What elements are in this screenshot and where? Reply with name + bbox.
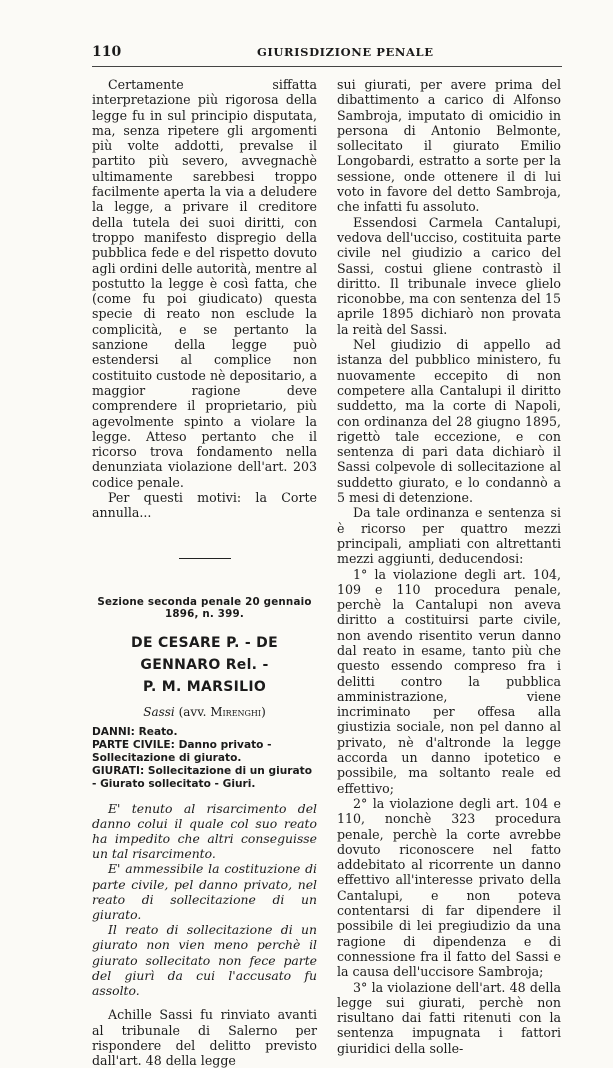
massima: Il reato di sollecitazione di un giurato non vien meno perchè il giurato sollecitato non fece parte del giurì da cui l'accusato fu assolto. <box>92 922 317 999</box>
running-head: GIURISDIZIONE PENALE <box>257 45 434 59</box>
ground-3: 3° la violazione dell'art. 48 della legge sui giurati, perchè non risultano dai fatti ritenuti con la sentenza impugnata i fattori giuridici della solle- <box>337 979 561 1056</box>
headnote-text: Sollecitazione di un giurato - Giurato sollecitato - Giuri. <box>92 765 313 791</box>
lawyer-prefix: (avv. <box>178 704 207 719</box>
headnote <box>92 765 317 791</box>
fact-paragraph: Achille Sassi fu rinviato avanti al tribunale di Salerno per rispondere del delitto previsto dall'art. 48 della legge <box>92 1007 317 1068</box>
defendant-name: Sassi <box>143 704 175 719</box>
fact-continuation: sui giurati, per avere prima del dibattimento a carico di Alfonso Sambroja, imputato di omicidio in persona di Antonio Belmonte, sollecitato il giurato Emilio Longobardi, estratto a sorte per la sessione, onde ottenere il di lui voto in favore del detto Sambroja, che infatti fu assoluto. <box>337 77 561 215</box>
page-header <box>92 44 562 67</box>
massima: E' ammessibile la costituzione di parte civile, pel danno privato, nel reato di sollecitazione di un giurato. <box>92 861 317 923</box>
page-number: 110 <box>92 44 122 60</box>
section-divider <box>179 558 231 559</box>
decision-parties-line1: DE CESARE P. - DE GENNARO Rel. - <box>131 634 278 673</box>
headnote-label: PARTE CIVILE: <box>92 738 175 751</box>
grounds-intro: Da tale ordinanza e sentenza si è ricorso per quattro mezzi principali, ampliati con altrettanti mezzi aggiunti, deducendosi: <box>337 505 561 567</box>
headnote-text: Reato. <box>138 725 178 738</box>
ground-1: 1° la violazione degli art. 104, 109 e 110 procedura penale, perchè la Cantalupi non aveva diritto a costituirsi parte civile, non avendo risentito verun danno dal reato in esame, tanto più che questo essendo compreso fra i delitti contro la pubblica amministrazione, viene incriminato per offesa alla giustizia sociale, non pel danno al privato, nè d'altronde la legge accorda un danno ipotetico e possibile, ma soltanto reale ed effettivo; <box>337 566 561 796</box>
defendant-line <box>92 705 317 719</box>
headnote-text: Danno privato - Sollecitazione di giurato. <box>92 738 272 765</box>
left-column <box>92 77 317 1068</box>
decision-section-line: Sezione seconda penale 20 gennaio 1896, n. 399. <box>97 595 312 620</box>
ground-2: 2° la violazione degli art. 104 e 110, nonchè 323 procedura penale, perchè la corte avrebbe dovuto riconoscere nel fatto addebitato al ricorrente un danno effettivo all'interesse privato della Cantalupi, e non poteva contentarsi di far dipendere il possibile di lei pregiudizio da una ragione di dipendenza e di connessione fra il fatto del Sassi e la causa dell'uccisore Sambroja; <box>337 795 561 980</box>
lawyer-name: Mirenghi <box>210 704 262 719</box>
headnote-label: GIURATI: <box>92 765 145 778</box>
closing-line: Per questi motivi: la Corte annulla... <box>92 490 317 521</box>
right-column <box>337 77 561 1056</box>
appeal-paragraph: Nel giudizio di appello ad istanza del pubblico ministero, fu nuovamente eccepito di non competere alla Cantalupi il diritto suddetto, ma la corte di Napoli, con ordinanza del 28 giugno 1895, rigettò tale eccezione, e con sentenza di pari data dichiarò il Sassi colpevole di sollecitazione al suddetto giurato, e lo condannò a 5 mesi di detenzione. <box>337 337 561 506</box>
opening-paragraph: Certamente siffatta interpretazione più rigorosa della legge fu in sul principio disputata, ma, senza ripetere gli argomenti più volte addotti, prevalse il partito più severo, avvegnachè ultimamente sarebbesi troppo facilmente aperta la via a deludere la legge, a privare il creditore della tutela dei suoi diritti, con troppo manifesto dispregio della pubblica fede e del rispetto dovuto agli ordini delle autorità, mentre al postutto la legge è così fatta, che (come fu poi giudicato) questa specie di reato non esclude la complicità, e se pertanto la sanzione della legge può estendersi al complice non costituito custode nè depositario, a maggior ragione deve comprendere il proprietario, più agevolmente spinto a violare la legge. Atteso pertanto che il ricorso trova fondamento nella denunziata violazione dell'art. 203 codice penale. <box>92 77 317 490</box>
headnote <box>92 726 317 739</box>
headnote <box>92 739 317 765</box>
headnote-label: DANNI: <box>92 725 135 738</box>
decision-parties-line2: P. M. MARSILIO <box>142 678 267 695</box>
civil-party-paragraph: Essendosi Carmela Cantalupi, vedova dell'ucciso, costituita parte civile nel giudizio a carico del Sassi, costui gliene contrastò il diritto. Il tribunale invece glielo riconobbe, ma con sentenza del 15 aprile 1895 dichiarò non provata la reità del Sassi. <box>337 214 561 337</box>
massima: E' tenuto al risarcimento del danno colui il quale col suo reato ha impedito che altri conseguisse un tal risarcimento. <box>92 800 317 862</box>
lawyer-suffix: ) <box>261 704 266 719</box>
